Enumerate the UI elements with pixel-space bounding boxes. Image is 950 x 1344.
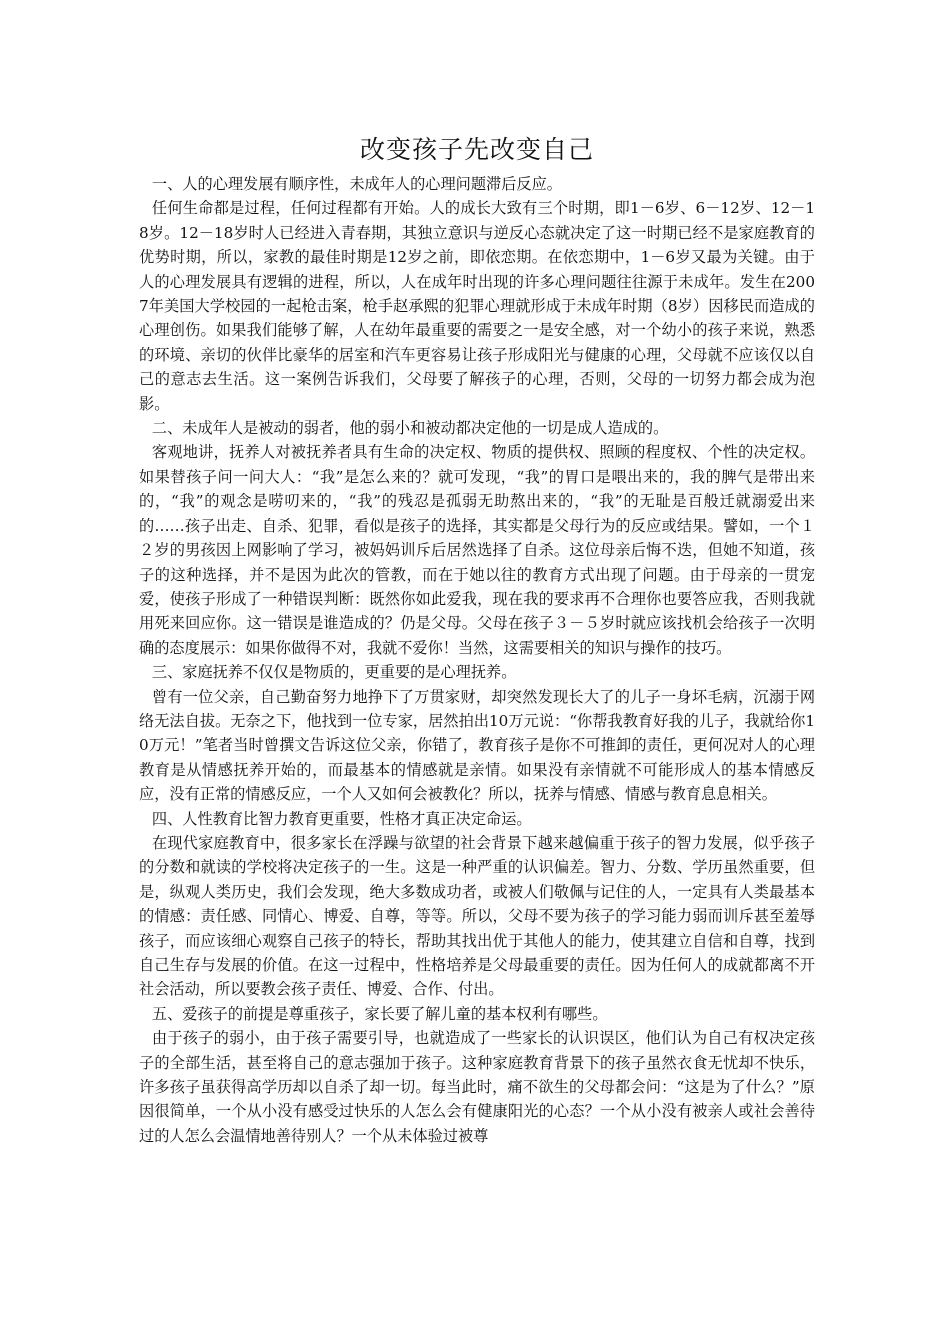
section-paragraph-1: 任何生命都是过程，任何过程都有开始。人的成长大致有三个时期，即1－6岁、6－12岁、12－18岁。12－18岁时人已经进入青春期，其独立意识与逆反心态就决定了这一时期已经不是家庭教育的优势时期，所以，家教的最佳时期是12岁之前，即依恋期。在依恋期中，1－6岁又最为关键。由于人的心理发展具有逻辑的进程，所以，人在成年时出现的许多心理问题往往源于未成年。发生在2007年美国大学校园的一起枪击案，枪手赵承熙的犯罪心理就形成于未成年时期（8岁）因移民而造成的心理创伤。如果我们能够了解，人在幼年最重要的需要之一是安全感，对一个幼小的孩子来说，熟悉的环境、亲切的伙伴比豪华的居室和汽车更容易让孩子形成阳光与健康的心理，父母就不应该仅以自己的意志去生活。这一案例告诉我们，父母要了解孩子的心理，否则，父母的一切努力都会成为泡影。 [139,199,815,413]
document-body [139,133,815,1148]
section-paragraph-3: 曾有一位父亲，自己勤奋努力地挣下了万贯家财，却突然发现长大了的儿子一身坏毛病，沉溺于网络无法自拔。无奈之下，他找到一位专家，居然拍出10万元说：“你帮我教育好我的儿子，我就给你10万元！”笔者当时曾撰文告诉这位父亲，你错了，教育孩子是你不可推卸的责任，更何况对人的心理教育是从情感抚养开始的，而最基本的情感就是亲情。如果没有亲情就不可能形成人的基本情感反应，没有正常的情感反应，一个人又如何会被教化？所以，抚养与情感、情感与教育息息相关。 [139,687,815,804]
section-heading-5: 五、爱孩子的前提是尊重孩子，家长要了解儿童的基本权利有哪些。 [151,1004,608,1023]
section-heading-4: 四、人性教育比智力教育更重要，性格才真正决定命运。 [151,809,532,828]
section-paragraph-4: 在现代家庭教育中，很多家长在浮躁与欲望的社会背景下越来越偏重于孩子的智力发展，似乎孩子的分数和就读的学校将决定孩子的一生。这是一种严重的认识偏差。智力、分数、学历虽然重要，但是，纵观人类历史，我们会发现，绝大多数成功者，或被人们敬佩与记住的人，一定具有人类最基本的情感：责任感、同情心、博爱、自尊，等等。所以，父母不要为孩子的学习能力弱而训斥甚至羞辱孩子，而应该细心观察自己孩子的特长，帮助其找出优于其他人的能力，使其建立自信和自尊，找到自己生存与发展的价值。在这一过程中，性格培养是父母最重要的责任。因为任何人的成就都离不开社会活动，所以要教会孩子责任、博爱、合作、付出。 [139,833,815,999]
section-heading-1: 一、人的心理发展有顺序性，未成年人的心理问题滞后反应。 [151,175,562,193]
document-title: 改变孩子先改变自己 [359,135,594,164]
section-heading-2: 二、未成年人是被动的弱者，他的弱小和被动都决定他的一切是成人造成的。 [151,419,669,438]
section-paragraph-2: 客观地讲，抚养人对被抚养者具有生命的决定权、物质的提供权、照顾的程度权、个性的决定权。如果替孩子问一问大人：“我”是怎么来的？就可发现，“我”的胃口是喂出来的，我的脾气是带出来的，“我”的观念是唠叨来的，“我”的残忍是孤弱无助熬出来的，“我”的无耻是百般迁就溺爱出来的……孩子出走、自杀、犯罪，看似是孩子的选择，其实都是父母行为的反应或结果。譬如，一个１２岁的男孩因上网影响了学习，被妈妈训斥后居然选择了自杀。这位母亲后悔不迭，但她不知道，孩子的这种选择，并不是因为此次的管教，而在于她以往的教育方式出现了问题。由于母亲的一贯宠爱，使孩子形成了一种错误判断：既然你如此爱我，现在我的要求再不合理你也要答应我，否则我就用死来回应你。这一错误是谁造成的？仍是父母。父母在孩子３－５岁时就应该找机会给孩子一次明确的态度展示：如果你做得不对，我就不爱你！当然，这需要相关的知识与操作的技巧。 [139,443,815,657]
section-paragraph-5: 由于孩子的弱小，由于孩子需要引导，也就造成了一些家长的认识误区，他们认为自己有权决定孩子的全部生活，甚至将自己的意志强加于孩子。这种家庭教育背景下的孩子虽然衣食无忧却不快乐，许多孩子虽获得高学历却以自杀了却一切。每当此时，痛不欲生的父母都会问：“这是为了什么？”原因很简单，一个从小没有感受过快乐的人怎么会有健康阳光的心态？一个从小没有被亲人或社会善待过的人怎么会温情地善待别人？一个从未体验过被尊 [139,1029,815,1145]
section-heading-3: 三、家庭抚养不仅仅是物质的，更重要的是心理抚养。 [151,663,517,682]
